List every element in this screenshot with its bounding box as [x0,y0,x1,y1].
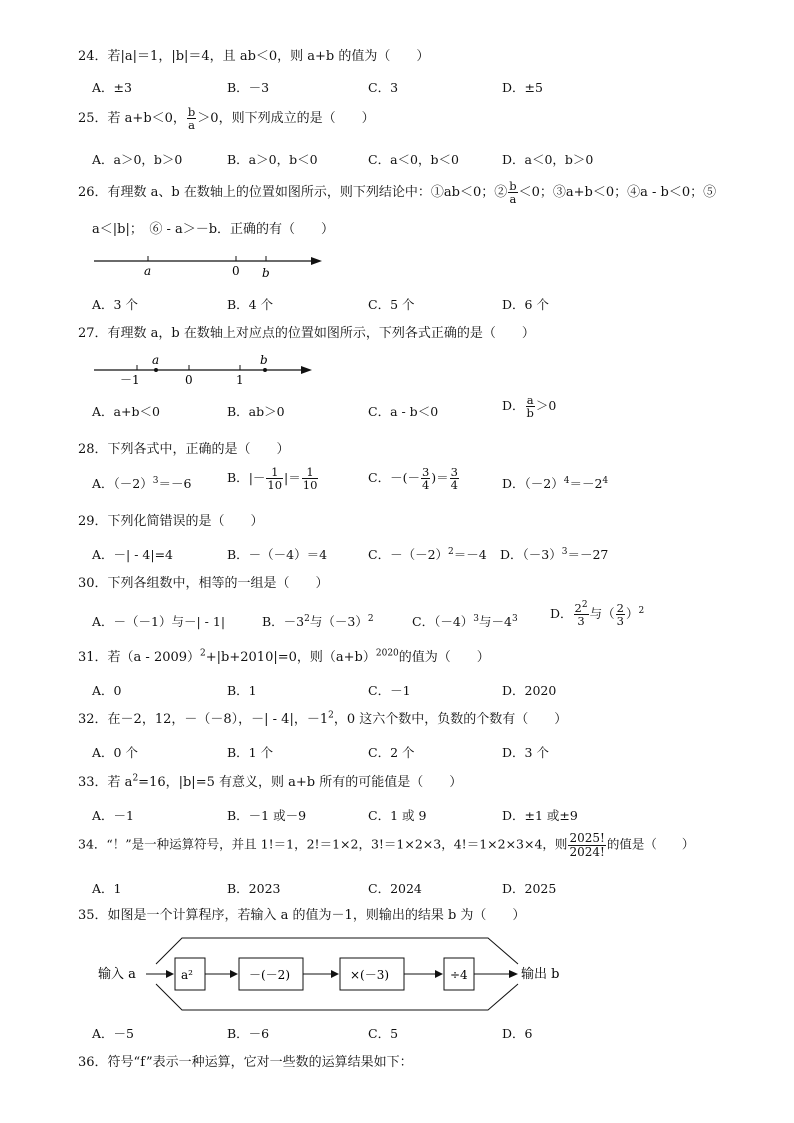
option-b[interactable]: B．1 [227,683,257,698]
question-26-line2: a＜|b|； ⑥ - a＞－b．正确的有（ ） [92,222,335,237]
option-d[interactable]: D．2025 [502,881,557,896]
calculation-program-diagram [92,934,572,1012]
option-b[interactable]: B．－1 或－9 [227,808,307,823]
box-minus-neg2-label: －(－2) [249,968,290,982]
option-d[interactable]: D．3 个 [502,745,549,760]
option-d[interactable]: D．±5 [502,80,543,95]
option-c[interactable]: C．－(－ $\frac{3}{4}$ )＝ $\frac{3}{4}$ [368,465,458,493]
option-c[interactable]: C．$-(-2)^2=-4$ [368,546,487,562]
question-31: 31．若（a - 2009）$^2$+|b+2010|=0，则$(a+b)^{2020}$的值为（ ） [78,648,490,665]
input-label: 输入 a [98,967,136,982]
axis-arrow [301,366,312,374]
question-35-stem: 如图是一个计算程序，若输入 a 的值为－1，则输出的结果 b 为（ ） [107,908,526,923]
axis-label-b: b [262,266,270,280]
question-28-stem: 下列各式中，正确的是（ ） [107,442,290,457]
option-a[interactable]: A．－1 [92,808,134,823]
point-a [154,368,158,372]
option-a[interactable]: A．±3 [92,80,132,95]
question-28: 28．下列各式中，正确的是（ ） [78,442,290,457]
question-30-stem: 下列各组数中，相等的一组是（ ） [107,576,329,591]
option-a[interactable]: A．3 个 [92,297,138,312]
point-b [263,368,267,372]
option-c[interactable]: C．1 或 9 [368,808,427,823]
option-b[interactable]: B．ab＞0 [227,404,285,419]
output-label: 输出 b [521,967,560,982]
option-b[interactable]: B．a＞0，b＜0 [227,152,318,167]
option-c[interactable]: C．$(-4)^3$与$-4^3$ [412,613,518,629]
question-32: 32．在－2，12，－（－8），－| - 4|，$-1^2$，0 这六个数中，负数的个数有（ ） [78,710,568,727]
box-square-label: a² [181,968,193,982]
axis-label-a: a [144,264,152,278]
option-a[interactable]: A．0 个 [92,745,138,760]
axis-arrow [311,257,322,265]
option-d[interactable]: D．±1 或±9 [502,808,578,823]
question-36: 36．符号“f”表示一种运算，它对一些数的运算结果如下： [78,1055,413,1070]
option-c[interactable]: C．3 [368,80,399,95]
option-a[interactable]: A．1 [92,881,122,896]
question-29-stem: 下列化简错误的是（ ） [107,514,264,529]
option-c[interactable]: C．5 [368,1026,399,1041]
option-c[interactable]: C．－1 [368,683,411,698]
question-24: 24．若|a|＝1，|b|＝4，且 ab＜0，则 a+b 的值为（ ） [78,49,430,64]
option-b[interactable]: B．－（－4）＝4 [227,547,328,562]
axis-label-b: b [260,353,268,367]
axis-label-minus-1: －1 [120,373,140,387]
axis-label-0: 0 [232,264,240,278]
option-b[interactable]: B．|－ $\frac{1}{10}$ |＝ $\frac{1}{10}$ [227,465,318,493]
option-a[interactable]: A．－| - 4|=4 [92,547,173,562]
question-27: 27．有理数 a，b 在数轴上对应点的位置如图所示，下列各式正确的是（ ） [78,326,535,341]
option-a[interactable]: A．－5 [92,1026,134,1041]
option-d[interactable]: D． $\frac{a}{b}$ ＞0 [502,393,557,421]
option-a[interactable]: A．a＞0，b＞0 [92,152,183,167]
option-c[interactable]: C．5 个 [368,297,415,312]
question-27-stem: 有理数 a，b 在数轴上对应点的位置如图所示，下列各式正确的是（ ） [107,326,535,341]
option-b[interactable]: B．4 个 [227,297,274,312]
option-d[interactable]: D．$(-3)^3=-27$ [500,546,609,562]
question-26: 26．有理数 a、b 在数轴上的位置如图所示，则下列结论中：①ab＜0；② $\frac{b}{a}$ ＜0；③a+b＜0；④a - b＜0；⑤ [78,179,717,207]
question-24-stem: 若|a|＝1，|b|＝4，且 ab＜0，则 a+b 的值为（ ） [107,49,430,64]
fraction: $\frac{b}{a}$ [509,179,517,207]
question-35: 35．如图是一个计算程序，若输入 a 的值为－1，则输出的结果 b 为（ ） [78,908,526,923]
option-b[interactable]: B．$-3^2$与$(-3)^2$ [262,613,374,629]
option-d[interactable]: D．6 [502,1026,533,1041]
axis-label-0: 0 [185,373,193,387]
axis-label-a: a [152,353,160,367]
option-b[interactable]: B．2023 [227,881,281,896]
question-33: 33．若 $a^2=16$，|b|=5 有意义，则 a+b 所有的可能值是（ ） [78,773,463,790]
number-line-26 [92,250,332,282]
question-36-stem: 符号“f”表示一种运算，它对一些数的运算结果如下： [107,1055,413,1070]
option-c[interactable]: C．a＜0，b＜0 [368,152,459,167]
box-divide-4-label: ÷4 [450,968,468,982]
question-34: 34．“！”是一种运算符号，并且 1!＝1，2!＝1×2，3!＝1×2×3，4!＝1×2×3×4，则 $\frac{2025!}{2024!}$ 的值是（ ） [78,831,695,859]
box-times-neg3-label: ×(－3) [350,968,390,982]
question-30: 30．下列各组数中，相等的一组是（ ） [78,576,329,591]
option-a[interactable]: A．$(-2)^3=-6$ [92,475,192,491]
option-d[interactable]: D．$(-2)^4=-2^4$ [502,475,609,491]
option-d[interactable]: D．6 个 [502,297,549,312]
option-c[interactable]: C．2 个 [368,745,415,760]
option-c[interactable]: C．2024 [368,881,422,896]
fraction: $\frac{b}{a}$ [187,105,196,133]
option-b[interactable]: B．1 个 [227,745,274,760]
option-d[interactable]: D． $\frac{2^2}{3}$ 与（ $\frac{2}{3}$ ）$^2$ [550,600,645,629]
option-a[interactable]: A．a+b＜0 [92,404,160,419]
option-b[interactable]: B．－6 [227,1026,270,1041]
option-c[interactable]: C．a - b＜0 [368,404,439,419]
option-a[interactable]: A．－（－1）与－| - 1| [92,614,226,629]
option-b[interactable]: B．－3 [227,80,270,95]
axis-label-1: 1 [236,373,244,387]
option-d[interactable]: D．2020 [502,683,557,698]
option-d[interactable]: D．a＜0，b＞0 [502,152,594,167]
question-25: 25．若 a+b＜0， $\frac{b}{a}$ ＞0，则下列成立的是（ ） [78,105,375,133]
option-a[interactable]: A．0 [92,683,122,698]
number-line-27 [92,352,322,388]
question-29: 29．下列化简错误的是（ ） [78,514,264,529]
